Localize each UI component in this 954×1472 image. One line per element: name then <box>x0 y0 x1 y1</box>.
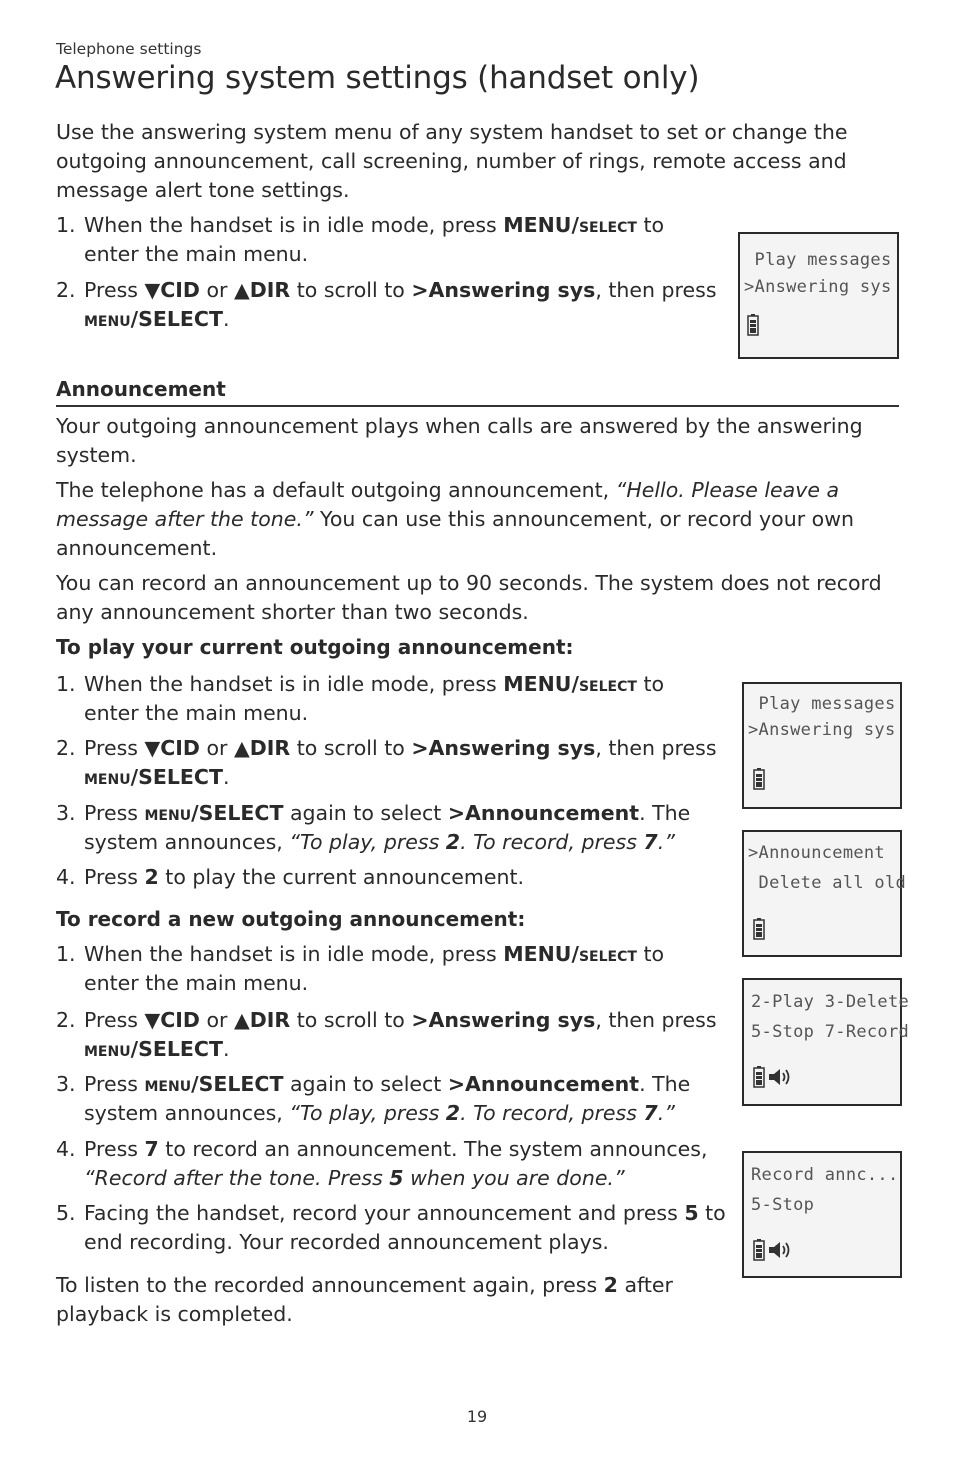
section-heading: Announcement <box>56 377 226 401</box>
play-step-4: 4. Press 2 to play the current announcement. <box>56 865 525 889</box>
lcd-line-2: Delete all old <box>748 873 907 893</box>
record-step-2: 2. Press ▼CID or ▲DIR to scroll to >Answering sys, then press menu/SELECT. <box>56 1008 717 1061</box>
battery-icon <box>753 768 765 790</box>
lcd-line-2: 5-Stop 7-Record <box>751 1022 910 1042</box>
record-step-5: 5. Facing the handset, record your announcement and press 5 to end recording. Your recorded announcement plays. <box>56 1201 726 1254</box>
lcd-line-1: Record annc... <box>751 1165 899 1185</box>
speaker-icon <box>767 1239 793 1261</box>
record-heading: To record a new outgoing announcement: <box>56 907 526 931</box>
battery-icon <box>753 1239 765 1261</box>
lcd-line-1: >Announcement <box>748 843 885 863</box>
play-heading: To play your current outgoing announcement: <box>56 635 574 659</box>
battery-icon <box>753 1066 765 1088</box>
play-step-3: 3. Press menu/SELECT again to select >Announcement. The system announces, “To play, press 2. To record, press 7.” <box>56 801 691 854</box>
page-title: Answering system settings (handset only) <box>55 60 700 96</box>
record-step-1: 1. When the handset is in idle mode, press MENU/select to enter the main menu. <box>56 942 665 995</box>
battery-icon <box>747 314 759 336</box>
intro-step-2: 2. Press ▼CID or ▲DIR to scroll to >Answering sys, then press menu/SELECT. <box>56 278 717 331</box>
lcd-screen-main-menu <box>738 232 899 359</box>
battery-icon <box>753 918 765 940</box>
section-paragraph-2: The telephone has a default outgoing announcement, “Hello. Please leave a message after the tone.” You can use this announcement, or record your own announcement. <box>56 478 854 560</box>
intro-step-1: 1. When the handset is in idle mode, press MENU/select to enter the main menu. <box>56 213 665 266</box>
lcd-line-1: Play messages <box>748 694 896 714</box>
section-paragraph-3: You can record an announcement up to 90 seconds. The system does not record any announcement shorter than two seconds. <box>56 571 882 624</box>
speaker-icon <box>767 1066 793 1088</box>
play-step-2: 2. Press ▼CID or ▲DIR to scroll to >Answering sys, then press menu/SELECT. <box>56 736 717 789</box>
intro-paragraph: Use the answering system menu of any system handset to set or change the outgoing announcement, call screening, number of rings, remote access and message alert tone settings. <box>56 120 848 202</box>
section-paragraph-1: Your outgoing announcement plays when calls are answered by the answering system. <box>56 414 863 467</box>
breadcrumb: Telephone settings <box>56 40 202 58</box>
lcd-screen-record-options <box>742 978 910 1106</box>
lcd-line-1: 2-Play 3-Delete <box>751 992 910 1012</box>
lcd-screen-announcement <box>742 830 907 957</box>
record-step-3: 3. Press menu/SELECT again to select >Announcement. The system announces, “To play, press 2. To record, press 7.” <box>56 1072 691 1125</box>
record-step-4: 4. Press 7 to record an announcement. The system announces, “Record after the tone. Press 5 when you are done.” <box>56 1137 708 1190</box>
lcd-screen-play-menu <box>742 682 902 809</box>
play-step-1: 1. When the handset is in idle mode, press MENU/select to enter the main menu. <box>56 672 665 725</box>
section-divider <box>56 405 899 407</box>
lcd-line-1: Play messages <box>744 250 892 270</box>
closing-paragraph: To listen to the recorded announcement again, press 2 after playback is completed. <box>56 1273 673 1326</box>
lcd-screen-recording <box>742 1151 902 1278</box>
lcd-line-2: >Answering sys <box>744 277 892 297</box>
lcd-line-2: 5-Stop <box>751 1195 815 1215</box>
lcd-line-2: >Answering sys <box>748 720 896 740</box>
page-number: 19 <box>466 1407 488 1426</box>
